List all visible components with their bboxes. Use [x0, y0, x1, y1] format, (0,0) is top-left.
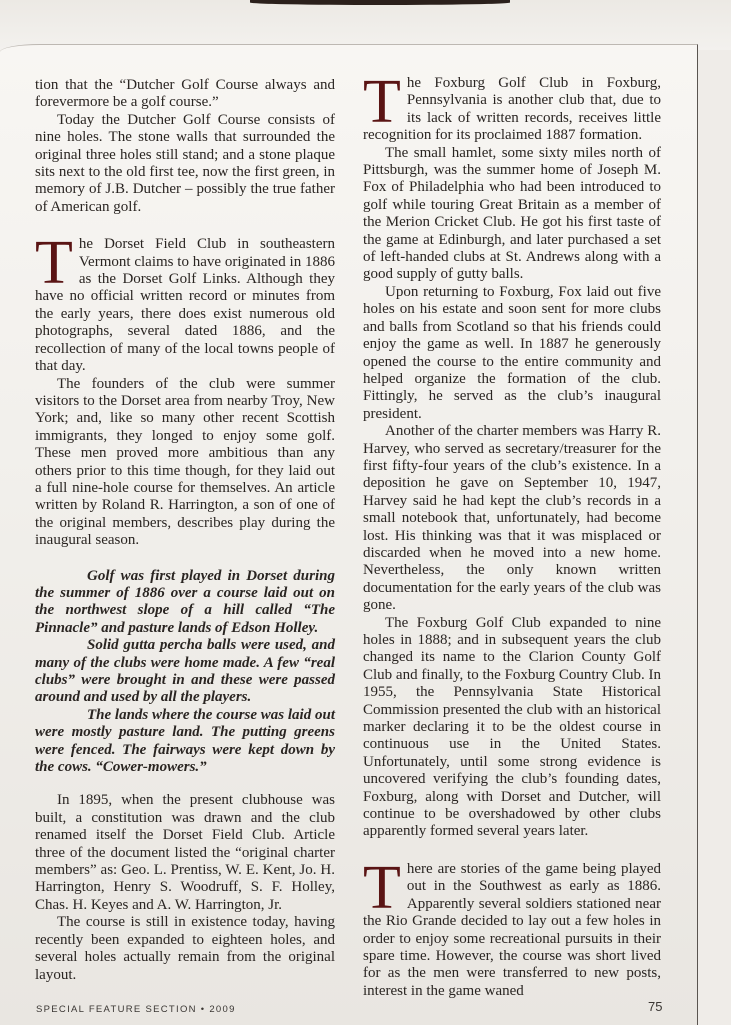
- dutcher-paragraph-end: tion that the “Dutcher Golf Course always and forevermore be a golf course.”: [35, 77, 335, 111]
- quote-paragraph-3: The lands where the course was laid out were mostly pasture land. The putting greens were fenced. The fairways were kept down by the cows. “Cower-mowers.”: [35, 706, 335, 776]
- southwest-paragraph-intro: here are stories of the game being played out in the Southwest as early as 1886. Apparently several soldiers stationed near the Rio Grande decided to lay out a few holes in order to enjoy some recreational pursuits in their spare time. However, the course was short lived for as the men were transferred to new posts, interest in the game waned: [363, 860, 661, 999]
- block-quote: [35, 568, 335, 777]
- magazine-page: [0, 44, 698, 1025]
- foxburg-paragraph-hamlet: The small hamlet, some sixty miles north of Pittsburgh, was the summer home of Joseph M. Fox of Philadelphia who had been introduced to golf while touring Great Britain as a member of the Merion Cricket Club. He got his first taste of the game at Edinburgh, and later purchased a set of left-handed clubs at St. Andrews along with a good supply of gutty balls.: [363, 144, 661, 283]
- right-column: [363, 68, 661, 1000]
- dorset-paragraph-founders: The founders of the club were summer visitors to the Dorset area from nearby Troy, New York; and, like so many other recent Scottish immigrants, they longed to enjoy some golf. These men proved more ambitious than any others prior to this time though, for they laid out a full nine-hole course for themselves. An article written by Roland R. Harrington, a son of one of the original members, describes play during the inaugural season.: [35, 375, 335, 549]
- foxburg-paragraph-harvey: Another of the charter members was Harry R. Harvey, who served as secretary/treasurer for the first fifty-four years of the club’s existence. In a deposition he gave on September 10, 1947, Harvey said he had kept the club’s records in a small notebook that, unfortunately, had become lost. His thinking was that it was misplaced or discarded when he moved into a new home. Nevertheless, the only known written documentation for the early years of the club was gone.: [363, 423, 661, 614]
- left-column: [35, 77, 335, 984]
- dorset-paragraph-intro: he Dorset Field Club in southeastern Vermont claims to have originated in 1886 as the Dorset Golf Links. Although they have no official written record or minutes from the early years, there does exist numerous old photographs, several dated 1886, and the recollection of many of the local towns people of that day.: [35, 236, 335, 375]
- quote-paragraph-2: Solid gutta percha balls were used, and many of the clubs were home made. A few “real clubs” were brought in and these were passed around and used by all the players.: [35, 637, 335, 706]
- footer-section-label: SPECIAL FEATURE SECTION • 2009: [36, 1004, 236, 1015]
- foxburg-section: [363, 68, 661, 841]
- dorset-paragraph-1895: In 1895, when the present clubhouse was built, a constitution was drawn and the club renamed itself the Dorset Field Club. Article three of the document listed the “original charter members” as: Geo. L. Prentiss, W. E. Kent, Jo. H. Harrington, Henry S. Woodruff, S. F. Holley, Chas. H. Keyes and A. W. Harrington, Jr.: [35, 792, 335, 913]
- foxburg-paragraph-intro: he Foxburg Golf Club in Foxburg, Pennsylvania is another club that, due to its lack of written records, receives little recognition for its proclaimed 1887 formation.: [363, 75, 661, 144]
- binding-shadow: [250, 0, 510, 5]
- page-number: 75: [648, 999, 663, 1014]
- foxburg-paragraph-returning: Upon returning to Foxburg, Fox laid out five holes on his estate and soon sent for more clubs and balls from Scotland so that his friends could enjoy the game as well. In 1887 he generously opened the course to the entire community and helped organize the formation of the club. Fittingly, he served as the club’s inaugural president.: [363, 283, 661, 422]
- quote-paragraph-1: Golf was first played in Dorset during the summer of 1886 over a course laid out on the northwest slope of a hill called “The Pinnacle” and pasture lands of Edson Holley.: [35, 567, 335, 636]
- background: [0, 0, 731, 50]
- dutcher-paragraph-today: Today the Dutcher Golf Course consists of nine holes. The stone walls that surrounded the original three holes still stand; and a stone plaque sits next to the old first tee, now the first green, in memory of J.B. Dutcher – possibly the true father of American golf.: [35, 111, 335, 215]
- southwest-section: [363, 853, 661, 1000]
- dorset-paragraph-today: The course is still in existence today, having recently been expanded to eighteen holes, and several holes actually remain from the original layout.: [35, 914, 335, 983]
- foxburg-paragraph-expansion: The Foxburg Golf Club expanded to nine holes in 1888; and in subsequent years the club changed its name to the Clarion County Golf Club and finally, to the Foxburg Country Club. In 1955, the Pennsylvania State Historical Commission presented the club with an historical marker declaring it to be the oldest course in continuous use in the United States. Unfortunately, until some strong evidence is uncovered verifying the club’s founding dates, Foxburg, along with Dorset and Dutcher, will continue to be overshadowed by other clubs apparently formed several years later.: [363, 614, 661, 840]
- drop-cap: T: [363, 68, 401, 136]
- dorset-section: [35, 229, 335, 549]
- drop-cap: T: [35, 229, 73, 298]
- drop-cap: T: [363, 853, 401, 922]
